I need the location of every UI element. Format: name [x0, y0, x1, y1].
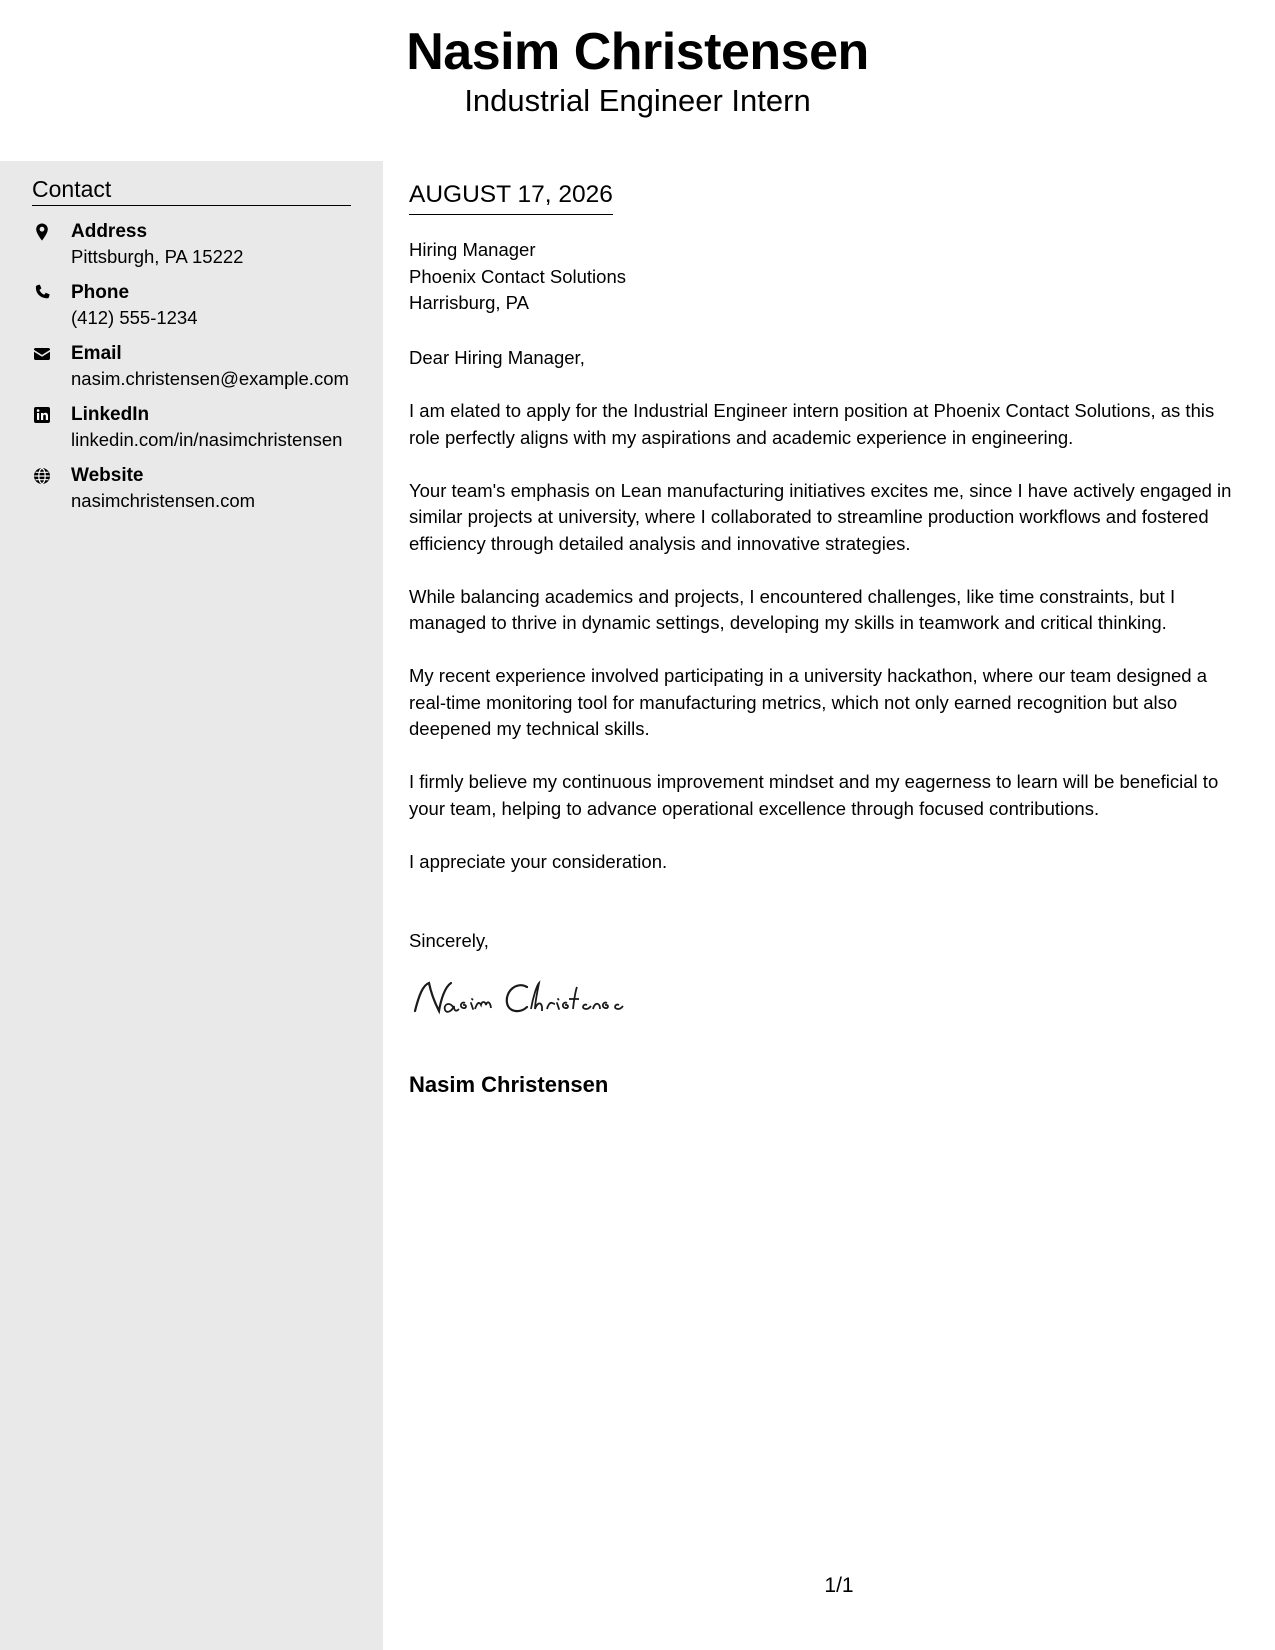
email-value: nasim.christensen@example.com: [71, 368, 349, 389]
paragraph: I appreciate your consideration.: [409, 850, 668, 872]
recipient-line: Hiring Manager: [409, 239, 536, 260]
signer-name: Nasim Christensen: [409, 1072, 609, 1097]
paragraph: While balancing academics and projects, I encountered challenges, like time constraints, but I managed to thrive in dynamic settings, developing my skills in teamwork and critical thinking.: [409, 585, 1176, 633]
salutation: Dear Hiring Manager,: [409, 347, 585, 368]
handwritten-signature: [409, 973, 669, 1023]
linkedin-icon: [32, 405, 52, 425]
contact-heading: Contact: [32, 175, 351, 206]
map-pin-icon: [32, 222, 52, 242]
contact-item-email: [32, 341, 351, 391]
recipient-block: [409, 237, 626, 317]
contact-label: Website: [71, 465, 144, 486]
contact-item-address: [32, 219, 351, 269]
letter-date: AUGUST 17, 2026: [409, 180, 613, 215]
applicant-title: Industrial Engineer Intern: [464, 83, 811, 118]
phone-value: (412) 555-1234: [71, 307, 198, 328]
contact-list: [32, 219, 351, 524]
page-number: [409, 1573, 869, 1599]
contact-item-linkedin: [32, 402, 351, 452]
contact-sidebar: [0, 161, 383, 1650]
page-number-text: 1/1: [824, 1574, 854, 1597]
paragraph: My recent experience involved participating in a university hackathon, where our team designed a real-time monitoring tool for manufacturing metrics, which not only earned recognition but also deepened my technical skills.: [409, 665, 1208, 739]
phone-icon: [32, 283, 52, 303]
contact-label: Address: [71, 221, 148, 242]
paragraph: Your team's emphasis on Lean manufacturing initiatives excites me, since I have actively engaged in similar projects at university, where I collaborated to streamline production workflows and fostered efficiency through detailed analysis and innovative strategies.: [409, 479, 1232, 554]
globe-icon: [32, 466, 52, 486]
address-value: Pittsburgh, PA 15222: [71, 246, 244, 267]
letter-body: [409, 161, 1249, 1650]
contact-item-website: [32, 463, 351, 513]
contact-label: LinkedIn: [71, 404, 150, 425]
paragraph: I am elated to apply for the Industrial Engineer intern position at Phoenix Contact Solutions, as this role perfectly aligns with my aspirations and academic experience in engineering.: [409, 400, 1215, 448]
contact-label: Phone: [71, 282, 130, 303]
linkedin-value: linkedin.com/in/nasimchristensen: [71, 429, 343, 450]
applicant-name: Nasim Christensen: [406, 23, 869, 81]
paragraph: I firmly believe my continuous improvement mindset and my eagerness to learn will be beneficial to your team, helping to advance operational excellence through focused contributions.: [409, 771, 1219, 819]
recipient-line: Harrisburg, PA: [409, 292, 529, 313]
recipient-line: Phoenix Contact Solutions: [409, 265, 626, 287]
website-value: nasimchristensen.com: [71, 490, 256, 511]
contact-item-phone: [32, 280, 351, 330]
letter-header: [0, 0, 1275, 161]
envelope-icon: [32, 344, 52, 364]
letter-paragraphs: [409, 345, 1249, 902]
closing-text: Sincerely,: [409, 930, 489, 951]
contact-label: Email: [71, 343, 122, 364]
